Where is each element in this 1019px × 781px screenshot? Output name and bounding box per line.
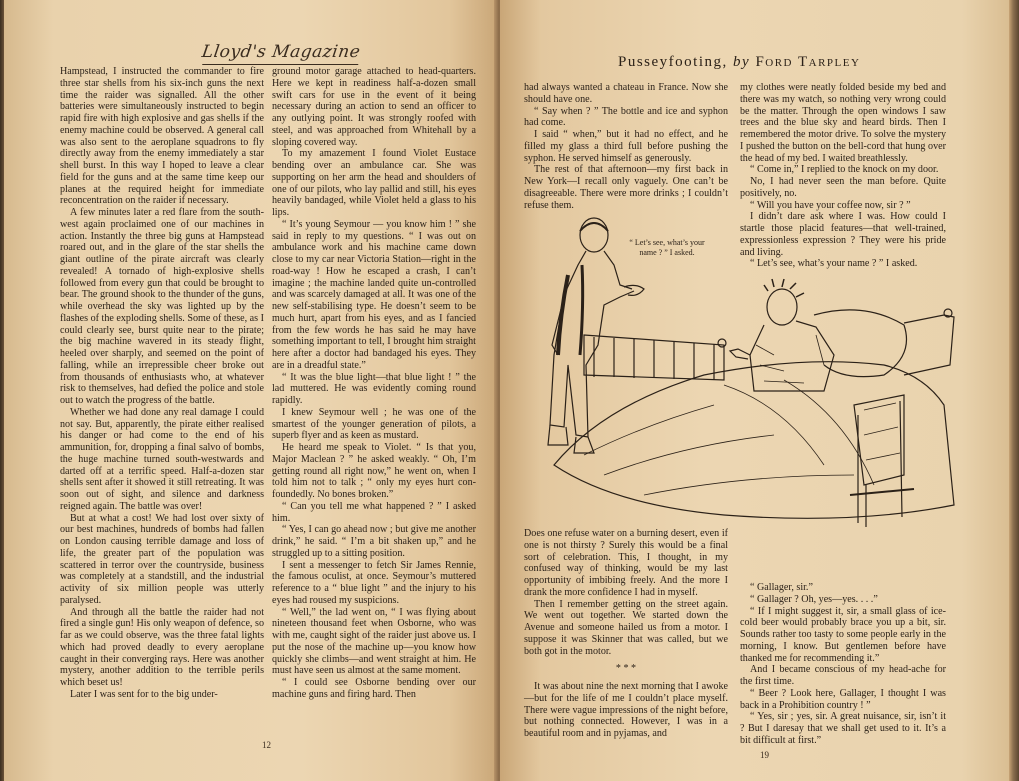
paragraph: And through all the battle the raider had not fired a single gun! His only weapon of defence, so far as we could observe, was the three fatal lights which had proved deadly to every aeroplane caught in their converging rays. Here was another mystery, another addition to the terrible perils which beset us!: [60, 606, 264, 688]
right-column-a-top: [524, 82, 728, 211]
paragraph: No, I had never seen the man before. Quite positively, no.: [740, 176, 946, 199]
left-column-2: [272, 66, 476, 701]
paragraph: Then I remember getting on the street again. We went out together. We started down the Avenue and someone hailed us from a motor. I suppose it was Skinner that was called, but we both got in the motor.: [524, 598, 728, 657]
paragraph: Whether we had done any real damage I could not say. But, apparently, the pirate either realised his danger or had come to the end of his ammunition, for, dropping a final salvo of bombs, the huge machine turned south-westwards and darted off at a terrific speed. Half-a-dozen star shells sent after it showed it still retreating. It was soon out of sight, and silence and darkness reigned again. The battle was over!: [60, 406, 264, 512]
paragraph: To my amazement I found Violet Eustace bending over an ambulance car. She was supporting on her arm the head and shoulders of one of our pilots, who lay pallid and still, his eyes heavily bandaged, while Violet held a glass to his lips.: [272, 148, 476, 218]
paragraph: Hampstead, I instructed the commander to fire three star shells from his six-inch guns the next time the raider was signalled. All the other batteries were simultaneously instructed to begin rapid fire with high explosive and gas shells if the enemy machine could be observed. A general call was also sent to the aeroplane squadrons to fly directly away from the enemy immediately a star shell burst. In this way I hoped to leave a clear field for the guns and at the same time keep our planes at the required height for immediate reconcentration on the raider if necessary.: [60, 66, 264, 207]
story-title: Pusseyfooting,: [618, 54, 728, 70]
paragraph: Later I was sent for to the big under-: [70, 688, 218, 700]
paragraph: “ Beer ? Look here, Gallager, I thought I was back in a Prohibition country ! ”: [740, 687, 946, 711]
paragraph: I sent a messenger to fetch Sir James Rennie, the famous oculist, at once. Seymour’s muttered reference to a “ blue light ” and the injury to his eyes had roused my suspicions.: [272, 559, 476, 606]
paragraph: “ Gallager ? Oh, yes—yes. . . .”: [750, 593, 878, 605]
paragraph: “ Let’s see, what’s your name ? ” I asked.: [750, 258, 918, 270]
paragraph: And I became conscious of my head-ache for the first time.: [740, 664, 946, 687]
paragraph: “ Can you tell me what happened ? ” I asked him.: [272, 500, 476, 524]
author-name: Ford Tarpley: [755, 54, 861, 70]
paragraph: “ Say when ? ” The bottle and ice and syphon had come.: [524, 105, 728, 129]
illustration-caption: “ Let’s see, what’s your name ? ” I asked.: [629, 238, 705, 257]
running-head: [618, 54, 860, 71]
paragraph: “ Will you have your coffee now, sir ? ”: [750, 199, 911, 211]
paragraph: “ It’s young Seymour — you know him ! ” she said in reply to my questions. “ I was out on ambulance work and his machine came down close to my car near Victoria Station—right in the road-way ! How he escaped a crash, I can’t imagine ; the machine landed quite un-controlled and was scarcely damaged at all. It was one of the new self-stabilising type. He doesn’t seem to be much hurt, apart from his eyes, and as I fancied from the few words he has said he may have something important to tell, I brought him straight here after a doctor had bandaged his eyes. They are in a dreadful state.”: [272, 218, 476, 371]
paragraph: The rest of that afternoon—my first back in New York—I recall only vaguely. One can’t be disagreeable. There were more drinks ; I couldn’t refuse them.: [524, 164, 728, 211]
paragraph: “ Come in,” I replied to the knock on my door.: [750, 164, 939, 176]
paragraph: It was about nine the next morning that I awoke—but for the life of me I couldn’t place myself. There were vague impressions of the night before, but nothing connected. However, I was in a beautiful room and in pyjamas, and: [524, 681, 728, 739]
paragraph: “ If I might suggest it, sir, a small glass of ice-cold beer would probably brace you up a bit, sir. Sounds rather too tasty to some people early in the morning, I know. But gentlemen before have thanked me for recommending it.”: [740, 605, 946, 664]
paragraph: I didn’t dare ask where I was. How could I startle those placid features—that well-trained, expressionless expression ? They were his pride and living.: [740, 211, 946, 258]
paragraph: He heard me speak to Violet. “ Is that you, Major Maclean ? ” he asked weakly. “ Oh, I’m getting round all right now,” he went on, when I told him not to talk ; “ only my eyes hurt con-foundedly. No bones broken.”: [272, 442, 476, 500]
paragraph: “ Yes, sir ; yes, sir. A great nuisance, sir, isn’t it ? But I daresay that we shall get used to it. It’s a bit difficult at first.”: [740, 711, 946, 746]
right-column-a-bottom: [524, 528, 728, 740]
paragraph: * * *: [615, 663, 637, 675]
paragraph: had always wanted a chateau in France. Now she should have one.: [524, 82, 728, 105]
page-number: 12: [262, 740, 271, 750]
paragraph: Does one refuse water on a burning desert, even if one is not thirsty ? Surely this would be a final sort of celebration. This, I thought, in my confused way of thinking, would be my last opportunity of imbibing freely. And the more I drank the more confidence I had in myself.: [524, 528, 728, 598]
paragraph: “ It was the blue light—that blue light ! ” the lad muttered. He was evidently coming round rapidly.: [272, 371, 476, 406]
right-page: [500, 0, 1013, 781]
illustration: [524, 205, 984, 535]
masthead: Lloyd's Magazine: [200, 42, 362, 62]
paragraph: “ Gallager, sir.”: [750, 582, 813, 593]
page-edge: [1009, 0, 1019, 781]
page-number: 19: [760, 750, 769, 760]
paragraph: “ Well,” the lad went on, “ I was flying about nineteen thousand feet when Osborne, who was with me, caught sight of the raider just above us. I put the nose of the machine up—you know how quickly she climbs—and went straight at him. He must have seen us almost at the same moment.: [272, 606, 476, 677]
paragraph: “ I could see Osborne bending over our machine guns and firing hard. Then: [272, 677, 476, 700]
right-column-b-bottom: [740, 582, 946, 747]
paragraph: “ Yes, I can go ahead now ; but give me another drink,” he said. “ I’m a bit shaken up,” and he struggled up to a sitting position.: [272, 524, 476, 559]
byline-by: by: [733, 54, 751, 70]
left-column-1: [60, 66, 264, 701]
paragraph: I said “ when,” but it had no effect, and he filled my glass a third full before pushing the syphon. He served himself as generously.: [524, 129, 728, 164]
left-page: [4, 0, 498, 781]
paragraph: my clothes were neatly folded beside my bed and there was my watch, so nothing very wrong could be the matter. Through the open windows I saw trees and the blue sky and heard birds. Then I remembered the motor drive. To solve the mystery I pushed the button on the bell-cord that hung over the head of my bed. I waited breathlessly.: [740, 82, 946, 164]
paragraph: I knew Seymour well ; he was one of the smartest of the younger generation of pilots, a superb flyer and as keen as mustard.: [272, 406, 476, 442]
paragraph: But at what a cost! We had lost over sixty of our best machines, hundreds of bombs had fallen on London causing terrible damage and loss of life, the greater part of the population was scattered in terror over the countryside, business was completely at a standstill, and the industrial activity of six million people was utterly paralysed.: [60, 512, 264, 606]
paragraph: ground motor garage attached to head-quarters. Here we kept in readiness half-a-dozen small swift cars for use in the event of it being necessary during an action to send an officer to any outlying point. It was strongly roofed with steel, and was approached from Whitehall by a sloping covered way.: [272, 66, 476, 148]
paragraph: A few minutes later a red flare from the south-west again proclaimed one of our machines in action. Instantly the three big guns at Hampstead roared out, and in the glare of the star shells the giant outline of the pirate aircraft was clearly revealed! A tornado of high-explosive shells followed from every gun that could be brought to bear. The ground shook to the thunder of the guns, while overhead the sky was lighted up by the flashes of the exploding shells. Some of these, as I could clearly see, burst quite near to the pirate; the big machine wavered in its steady flight, heeled over sharply, and seemed on the point of falling, while an irrepressible cheer broke out from thousands of enthusiasts who, at whatever risk to themselves, had defied the police and stole out to watch the progress of the battle.: [60, 207, 264, 406]
